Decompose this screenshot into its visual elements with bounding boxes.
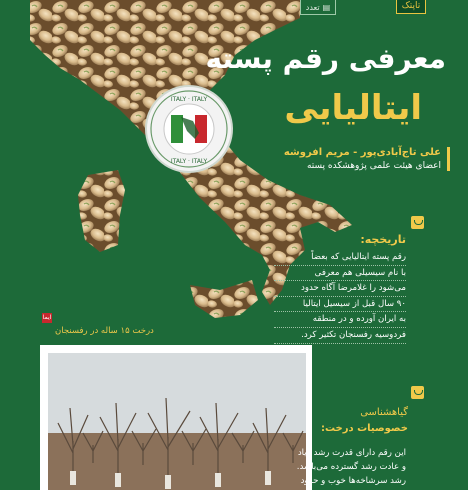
- history-line: رقم پسته ایتالیایی که بعضاً: [274, 250, 406, 266]
- history-line: می‌شود را غلامرضا آگاه حدود: [274, 281, 406, 297]
- history-section-icon: [411, 216, 424, 229]
- history-line: ۹۰ سال قبل از سیسیل ایتالیا: [274, 297, 406, 313]
- botany-line: و عادت رشد گسترده می‌باشد.: [296, 462, 406, 472]
- photo-frame: [40, 345, 312, 490]
- botany-section-icon: [411, 386, 424, 399]
- botany-line: رشد سرشاخه‌ها خوب و حدود: [300, 476, 406, 486]
- botany-subtitle: خصوصیات درخت:: [320, 423, 408, 434]
- photo-source-badge: ایما: [42, 314, 52, 321]
- article-title-line2: ایتالیایی: [284, 88, 422, 128]
- photo-caption: درخت ۱۵ ساله در رفسنجان: [55, 326, 154, 336]
- history-text: [274, 250, 406, 344]
- history-line: به ایران آورده و در منطقه: [274, 312, 406, 328]
- issue-tab: [300, 0, 336, 15]
- authors-names: علی تاج‌آبادی‌پور - مریم افروشه: [283, 147, 441, 158]
- italy-stamp-logo: [145, 85, 233, 173]
- document-icon: ▤: [322, 2, 331, 12]
- authors-affiliation: اعضای هیئت علمی پژوهشکده پسته: [306, 161, 441, 171]
- history-line: فردوسیه رفسنجان تکثیر کرد.: [274, 328, 406, 344]
- svg-text:ITALY · ITALY: ITALY · ITALY: [170, 96, 208, 103]
- corner-tag: تاپتک: [396, 0, 426, 14]
- svg-text:ITALY · ITALY: ITALY · ITALY: [170, 158, 208, 165]
- botany-line: این رقم دارای قدرت رشد زیاد: [297, 448, 406, 458]
- issue-label: تعدد: [305, 2, 320, 12]
- botany-text: [286, 446, 406, 488]
- botany-title: گیاهشناسی: [360, 407, 408, 418]
- authors-block: [284, 147, 450, 171]
- history-line: با نام سیسیلی هم معرفی: [274, 266, 406, 282]
- history-title: تاریخچه:: [360, 233, 406, 246]
- orchard-photo: [48, 353, 306, 490]
- article-title-line1: معرفی رقم پسته: [205, 42, 446, 75]
